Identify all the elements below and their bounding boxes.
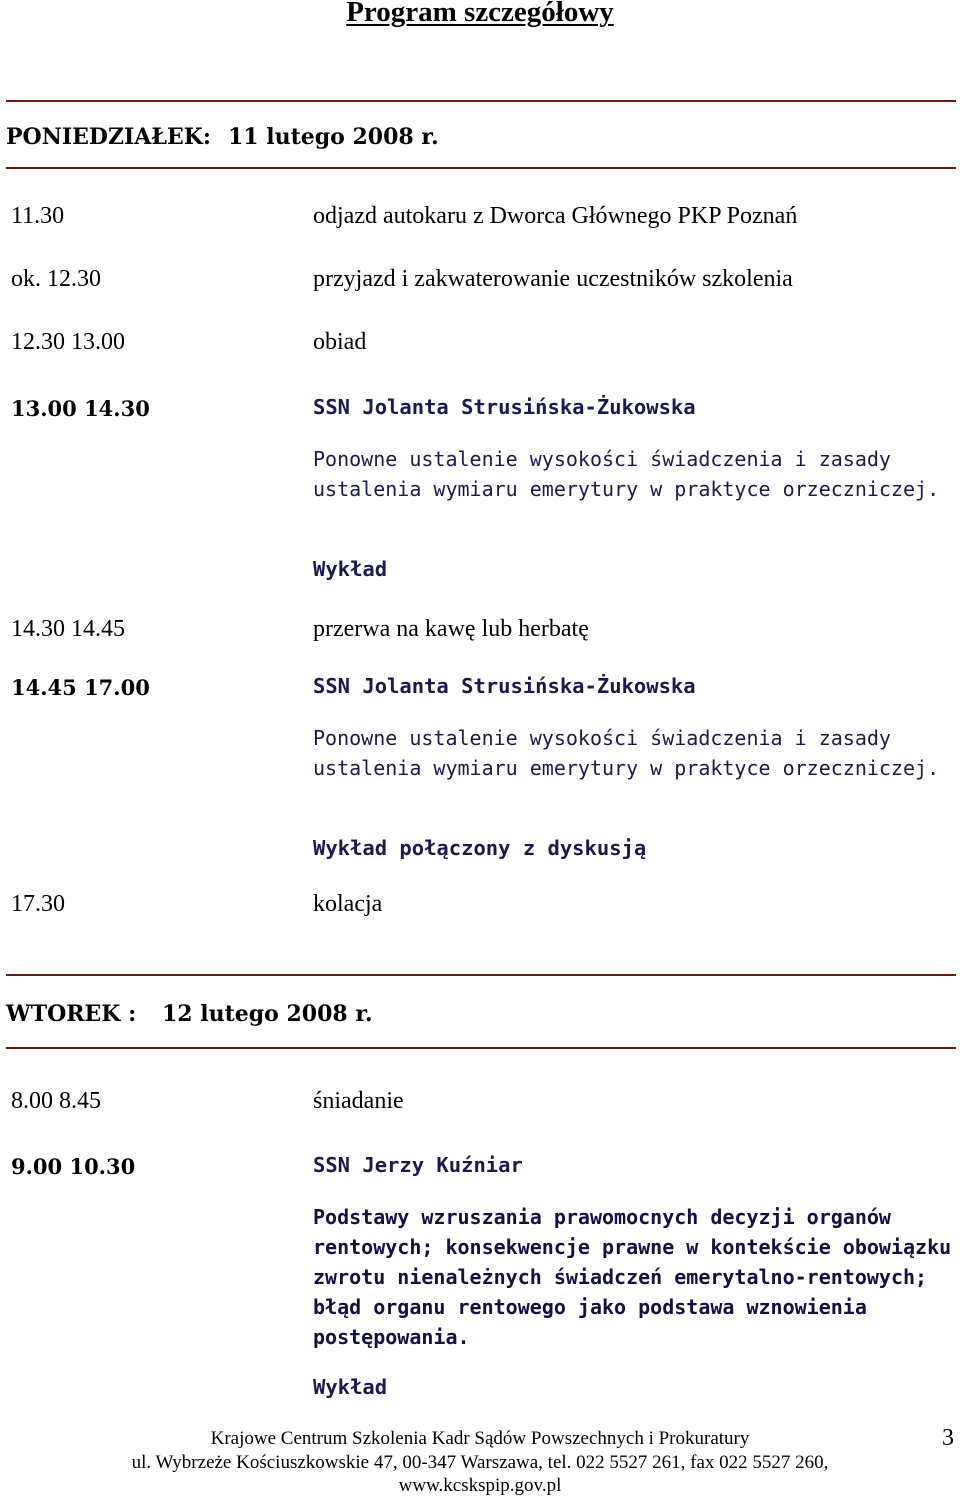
- page-title: Program szczegółowy: [346, 0, 614, 28]
- entry-text: odjazd autokaru z Dworca Głównego PKP Poznań: [313, 203, 798, 229]
- entry-time: 14.45 17.00: [11, 675, 150, 700]
- entry-time: 9.00 10.30: [11, 1154, 136, 1179]
- section-rule: [6, 167, 956, 169]
- entry-time: 17.30: [11, 891, 65, 917]
- entry-time: 13.00 14.30: [11, 396, 150, 421]
- lecture-format: Wykład: [313, 557, 388, 581]
- lecture-format: Wykład połączony z dyskusją: [313, 836, 647, 860]
- lecture-speaker: SSN Jerzy Kuźniar: [313, 1153, 523, 1177]
- section-rule: [6, 1047, 956, 1049]
- entry-text: przerwa na kawę lub herbatę: [313, 616, 589, 642]
- section-rule: [6, 974, 956, 976]
- lecture-speaker: SSN Jolanta Strusińska-Żukowska: [313, 674, 696, 698]
- page-number: 3: [942, 1425, 954, 1451]
- entry-text: śniadanie: [313, 1088, 404, 1114]
- section-rule: [6, 100, 956, 102]
- lecture-topic: Podstawy wzruszania prawomocnych decyzji organów rentowych; konsekwencje prawne w kontekście obowiązku zwrotu nienależnych świadczeń emerytalno-rentowych; błąd organu rentowego jako podstawa wznowienia postępowania.: [313, 1205, 952, 1349]
- lecture-topic: Ponowne ustalenie wysokości świadczenia i zasady ustalenia wymiaru emerytury w praktyce orzeczniczej.: [313, 447, 940, 501]
- day-header-tuesday: [6, 1001, 373, 1027]
- entry-text: kolacja: [313, 891, 383, 917]
- lecture-topic: Ponowne ustalenie wysokości świadczenia i zasady ustalenia wymiaru emerytury w praktyce orzeczniczej.: [313, 726, 940, 780]
- footer-website: www.kcskspip.gov.pl: [398, 1475, 562, 1496]
- day-date: 11 lutego 2008 r.: [228, 124, 439, 150]
- day-header-monday: [6, 124, 439, 150]
- day-label: WTOREK :: [6, 1001, 137, 1027]
- entry-time: 12.30 13.00: [11, 329, 125, 355]
- footer-address: ul. Wybrzeże Kościuszkowskie 47, 00-347 Warszawa, tel. 022 5527 261, fax 022 5527 260,: [131, 1452, 829, 1473]
- entry-text: obiad: [313, 329, 367, 355]
- entry-time: 14.30 14.45: [11, 616, 125, 642]
- entry-time: 11.30: [11, 203, 65, 229]
- entry-time: ok. 12.30: [11, 266, 101, 292]
- lecture-speaker: SSN Jolanta Strusińska-Żukowska: [313, 395, 696, 419]
- lecture-format: Wykład: [313, 1375, 388, 1399]
- day-date: 12 lutego 2008 r.: [162, 1001, 373, 1027]
- day-label: PONIEDZIAŁEK:: [6, 124, 212, 150]
- footer-institution: Krajowe Centrum Szkolenia Kadr Sądów Powszechnych i Prokuratury: [210, 1428, 750, 1449]
- entry-text: przyjazd i zakwaterowanie uczestników szkolenia: [313, 266, 793, 292]
- entry-time: 8.00 8.45: [11, 1088, 101, 1114]
